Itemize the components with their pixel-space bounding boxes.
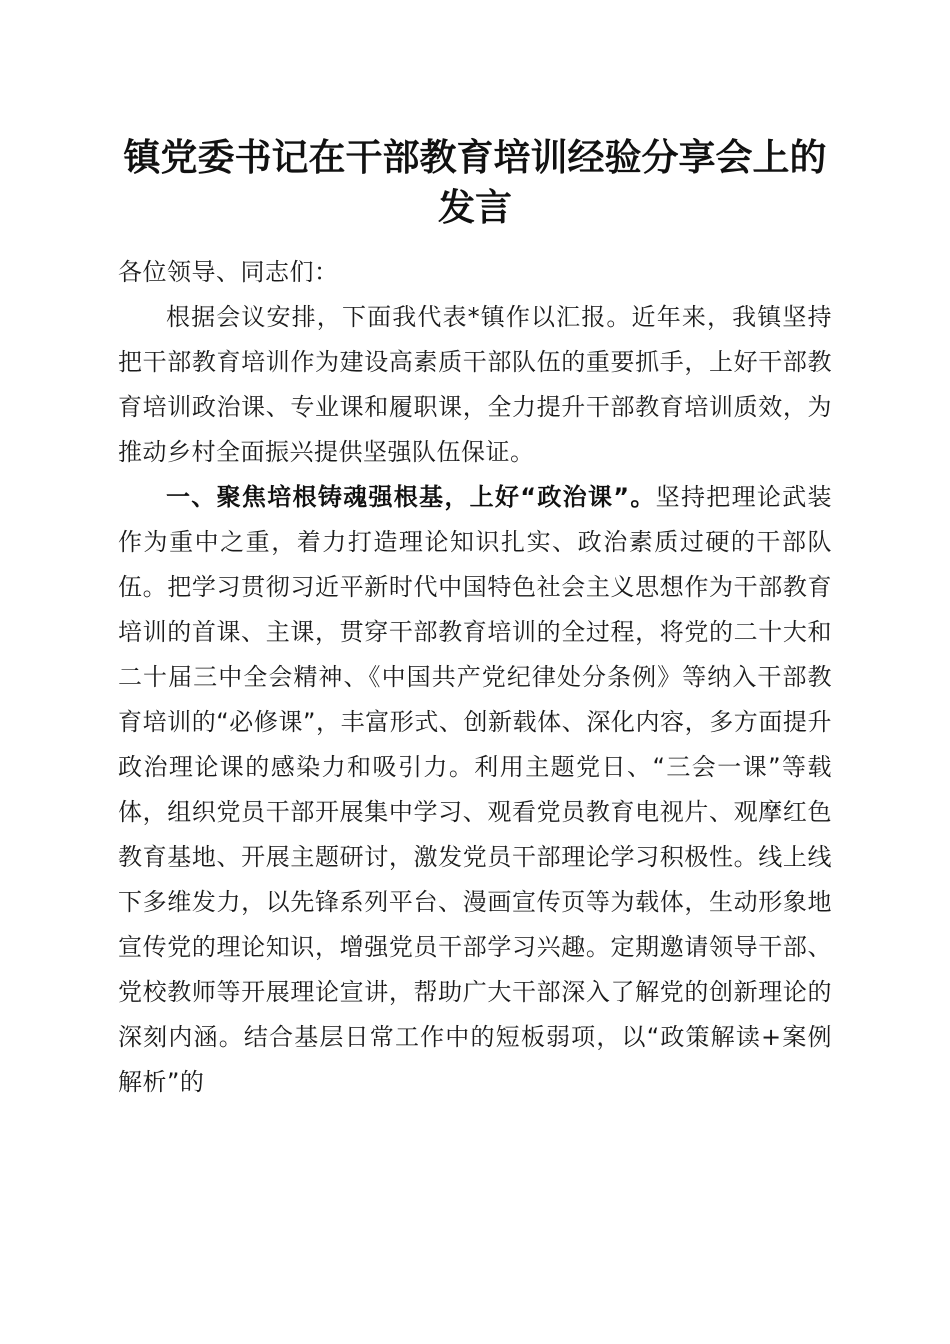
- section-1-body: 坚持把理论武装作为重中之重，着力打造理论知识扎实、政治素质过硬的干部队伍。把学习贯彻习近平新时代中国特色社会主义思想作为干部教育培训的首课、主课，贯穿干部教育培训的全过程，将党的二十大和二十届三中全会精神、《中国共产党纪律处分条例》等纳入干部教育培训的“必修课”，丰富形式、创新载体、深化内容，多方面提升政治理论课的感染力和吸引力。利用主题党日、“三会一课”等载体，组织党员干部开展集中学习、观看党员教育电视片、观摩红色教育基地、开展主题研讨，激发党员干部理论学习积极性。线上线下多维发力，以先锋系列平台、漫画宣传页等为载体，生动形象地宣传党的理论知识，增强党员干部学习兴趣。定期邀请领导干部、党校教师等开展理论宣讲，帮助广大干部深入了解党的创新理论的深刻内涵。结合基层日常工作中的短板弱项，以“政策解读+案例解析”的: [118, 483, 833, 1096]
- salutation: 各位领导、同志们：: [118, 258, 339, 286]
- section-1-heading: 一、聚焦培根铸魂强根基，上好“政治课”。: [166, 483, 656, 511]
- document-body: [118, 250, 832, 1105]
- section-1-paragraph: [118, 475, 832, 1105]
- document-title: 镇党委书记在干部教育培训经验分享会上的发言: [123, 135, 827, 229]
- intro-paragraph: 根据会议安排，下面我代表*镇作以汇报。近年来，我镇坚持把干部教育培训作为建设高素质干部队伍的重要抓手，上好干部教育培训政治课、专业课和履职课，全力提升干部教育培训质效，为推动乡村全面振兴提供坚强队伍保证。: [118, 303, 832, 466]
